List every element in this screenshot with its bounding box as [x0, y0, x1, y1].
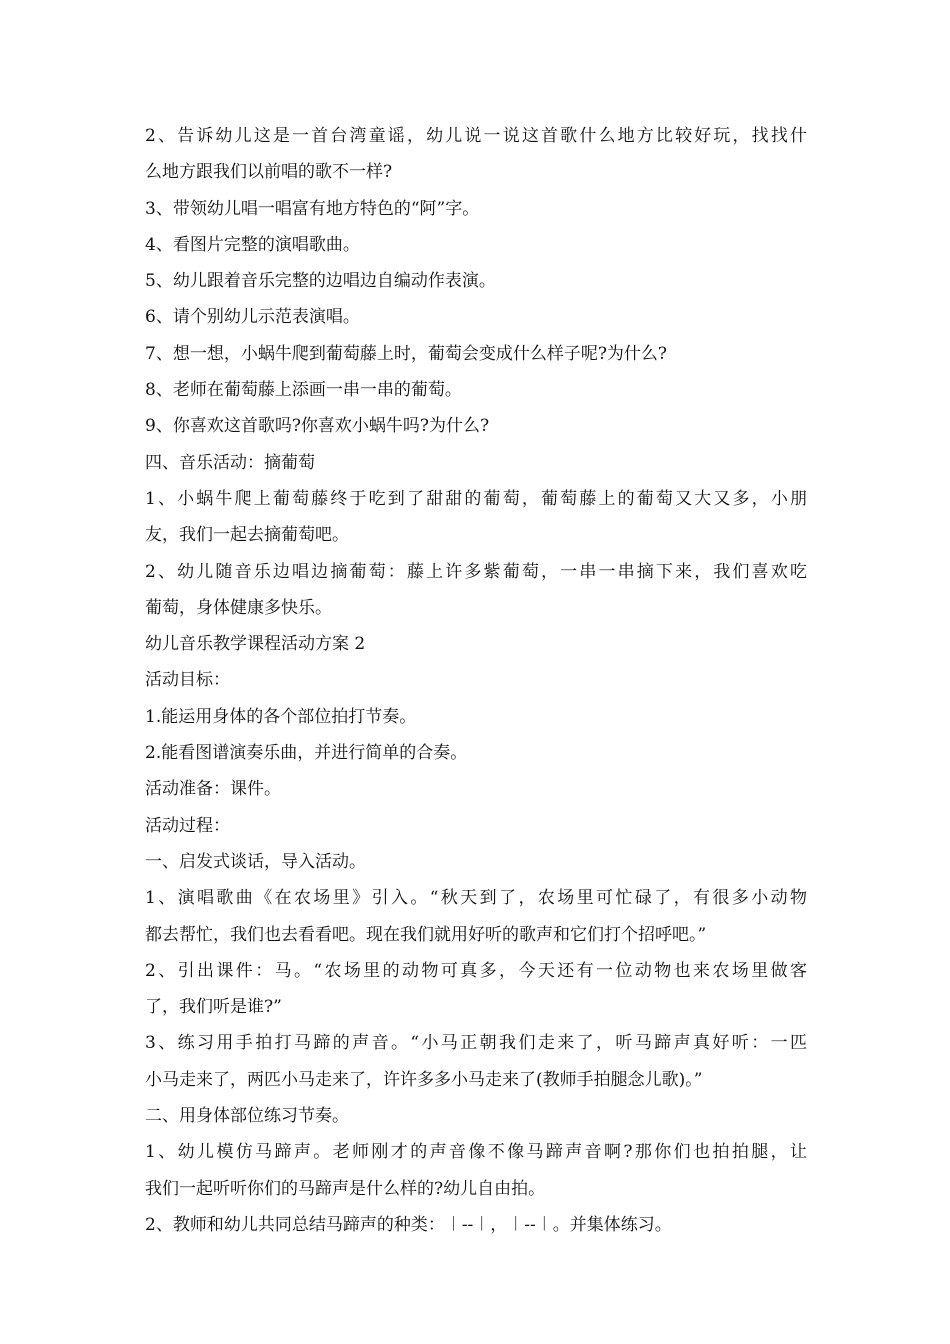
text-line: 1、小蜗牛爬上葡萄藤终于吃到了甜甜的葡萄，葡萄藤上的葡萄又大又多，小朋 [145, 488, 807, 509]
text-line: 葡萄，身体健康多快乐。 [145, 597, 332, 618]
text-line: 2、引出课件：马。“农场里的动物可真多，今天还有一位动物也来农场里做客 [145, 960, 807, 981]
text-line: 3、带领幼儿唱一唱富有地方特色的“阿”字。 [145, 198, 480, 219]
text-line: 4、看图片完整的演唱歌曲。 [145, 234, 360, 255]
text-line: 么地方跟我们以前唱的歌不一样? [145, 162, 393, 183]
text-line: 2、告诉幼儿这是一首台湾童谣，幼儿说一说这首歌什么地方比较好玩，找找什 [145, 126, 807, 146]
document-body [145, 118, 807, 1243]
text-line: 2、幼儿随音乐边唱边摘葡萄：藤上许多紫葡萄，一串一串摘下来，我们喜欢吃 [145, 561, 807, 582]
section-heading: 活动目标： [145, 670, 230, 691]
text-line: 都去帮忙，我们也去看看吧。现在我们就用好听的歌声和它们打个招呼吧。” [145, 924, 707, 945]
text-line: 1、演唱歌曲《在农场里》引入。“秋天到了，农场里可忙碌了，有很多小动物 [145, 888, 807, 909]
section-heading: 四、音乐活动：摘葡萄 [145, 452, 315, 473]
text-line: 9、你喜欢这首歌吗?你喜欢小蜗牛吗?为什么? [145, 416, 490, 437]
text-line: 友，我们一起去摘葡萄吧。 [145, 525, 349, 546]
text-line: 6、请个别幼儿示范表演唱。 [145, 307, 360, 328]
text-line: 5、幼儿跟着音乐完整的边唱边自编动作表演。 [145, 271, 496, 292]
section-heading: 二、用身体部位练习节奏。 [145, 1106, 349, 1127]
text-line: 2、教师和幼儿共同总结马蹄声的种类：︱--︱，︱--︱。并集体练习。 [145, 1214, 672, 1235]
section-heading: 活动过程： [145, 815, 230, 836]
text-line: 7、想一想，小蜗牛爬到葡萄藤上时，葡萄会变成什么样子呢?为什么? [145, 343, 668, 364]
text-line: 3、练习用手拍打马蹄的声音。“小马正朝我们走来了，听马蹄声真好听：一匹 [145, 1033, 807, 1054]
section-heading: 活动准备：课件。 [145, 779, 281, 800]
text-line: 小马走来了，两匹小马走来了，许许多多小马走来了(教师手拍腿念儿歌)。” [145, 1069, 703, 1090]
text-line: 1、幼儿模仿马蹄声。老师刚才的声音像不像马蹄声音啊?那你们也拍拍腿，让 [145, 1142, 807, 1163]
text-line: 2.能看图谱演奏乐曲，并进行简单的合奏。 [145, 743, 468, 764]
plan-title: 幼儿音乐教学课程活动方案 2 [145, 634, 366, 655]
text-line: 1.能运用身体的各个部位拍打节奏。 [145, 706, 417, 727]
text-line: 8、老师在葡萄藤上添画一串一串的葡萄。 [145, 380, 462, 401]
text-line: 了，我们听是谁?” [145, 997, 282, 1018]
text-line: 我们一起听听你们的马蹄声是什么样的?幼儿自由拍。 [145, 1178, 546, 1199]
section-heading: 一、启发式谈话，导入活动。 [145, 851, 366, 872]
